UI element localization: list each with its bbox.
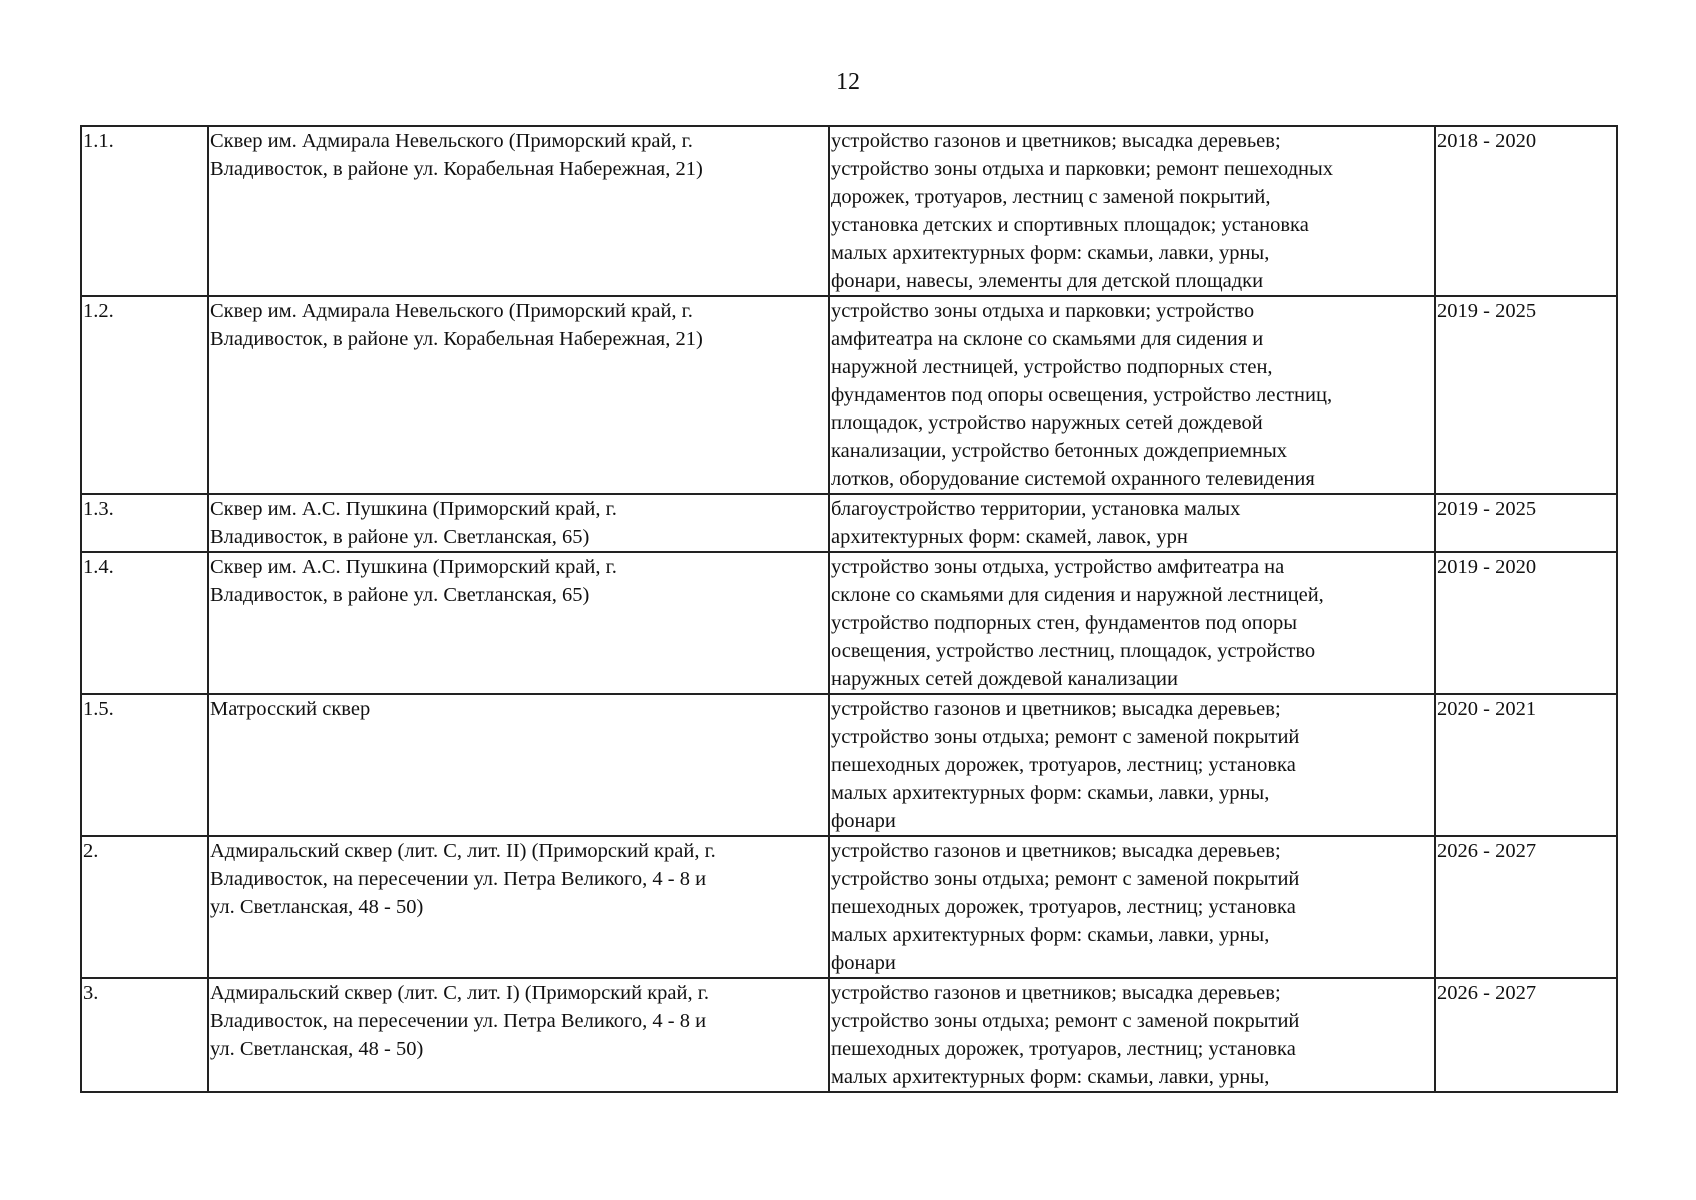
works-line: устройство газонов и цветников; высадка деревьев; <box>831 840 1281 862</box>
object-line: ул. Светланская, 48 - 50) <box>210 896 424 918</box>
works-line: устройство зоны отдыха, устройство амфитеатра на <box>831 556 1285 578</box>
row-number: 2. <box>81 836 208 978</box>
row-number: 1.3. <box>81 494 208 552</box>
works-cell <box>829 694 1435 836</box>
works-line: малых архитектурных форм: скамьи, лавки, урны, <box>831 242 1270 264</box>
page-number: 12 <box>836 69 860 95</box>
object-name-cell <box>208 126 829 296</box>
works-line: устройство зоны отдыха; ремонт с заменой покрытий <box>831 868 1300 890</box>
object-line: Владивосток, в районе ул. Корабельная Набережная, 21) <box>210 158 703 180</box>
works-line: склоне со скамьями для сидения и наружной лестницей, <box>831 584 1324 606</box>
period-cell: 2019 - 2020 <box>1435 552 1617 694</box>
works-line: устройство зоны отдыха и парковки; устройство <box>831 300 1255 322</box>
works-line: пешеходных дорожек, тротуаров, лестниц; установка <box>831 1038 1296 1060</box>
works-line: пешеходных дорожек, тротуаров, лестниц; установка <box>831 896 1296 918</box>
works-line: малых архитектурных форм: скамьи, лавки, урны, <box>831 782 1270 804</box>
works-line: устройство зоны отдыха; ремонт с заменой покрытий <box>831 1010 1300 1032</box>
object-line: Сквер им. А.С. Пушкина (Приморский край, г. <box>210 498 617 520</box>
works-line: устройство газонов и цветников; высадка деревьев; <box>831 698 1281 720</box>
row-number: 1.1. <box>81 126 208 296</box>
works-line: устройство подпорных стен, фундаментов под опоры <box>831 612 1298 634</box>
object-line: Матросский сквер <box>210 698 371 720</box>
works-line: фундаментов под опоры освещения, устройство лестниц, <box>831 384 1333 406</box>
works-line: фонари <box>831 810 896 832</box>
objects-table <box>80 125 1618 1093</box>
works-line: фонари, навесы, элементы для детской площадки <box>831 270 1264 292</box>
works-line: устройство газонов и цветников; высадка деревьев; <box>831 130 1281 152</box>
object-line: Сквер им. А.С. Пушкина (Приморский край, г. <box>210 556 617 578</box>
object-line: Сквер им. Адмирала Невельского (Приморский край, г. <box>210 130 693 152</box>
works-line: канализации, устройство бетонных дождеприемных <box>831 440 1287 462</box>
row-number: 1.4. <box>81 552 208 694</box>
works-line: благоустройство территории, установка малых <box>831 498 1241 520</box>
table-row <box>81 296 1617 494</box>
object-line: Владивосток, в районе ул. Светланская, 65) <box>210 584 590 606</box>
object-name-cell <box>208 694 829 836</box>
object-name-cell <box>208 296 829 494</box>
works-line: пешеходных дорожек, тротуаров, лестниц; установка <box>831 754 1296 776</box>
table-row <box>81 694 1617 836</box>
period-cell: 2026 - 2027 <box>1435 978 1617 1092</box>
table-body <box>81 126 1617 1092</box>
period-cell: 2019 - 2025 <box>1435 494 1617 552</box>
works-line: наружных сетей дождевой канализации <box>831 668 1178 690</box>
works-line: устройство зоны отдыха и парковки; ремонт пешеходных <box>831 158 1334 180</box>
object-line: Владивосток, на пересечении ул. Петра Великого, 4 - 8 и <box>210 1010 707 1032</box>
works-line: устройство зоны отдыха; ремонт с заменой покрытий <box>831 726 1300 748</box>
works-line: наружной лестницей, устройство подпорных стен, <box>831 356 1273 378</box>
works-cell <box>829 296 1435 494</box>
works-line: фонари <box>831 952 896 974</box>
table-row <box>81 978 1617 1092</box>
works-line: устройство газонов и цветников; высадка деревьев; <box>831 982 1281 1004</box>
works-cell <box>829 494 1435 552</box>
table-row <box>81 126 1617 296</box>
period-cell: 2018 - 2020 <box>1435 126 1617 296</box>
works-line: амфитеатра на склоне со скамьями для сидения и <box>831 328 1264 350</box>
row-number: 3. <box>81 978 208 1092</box>
works-line: малых архитектурных форм: скамьи, лавки, урны, <box>831 1066 1270 1088</box>
object-line: Адмиральский сквер (лит. С, лит. I) (Приморский край, г. <box>210 982 709 1004</box>
works-cell <box>829 836 1435 978</box>
works-line: малых архитектурных форм: скамьи, лавки, урны, <box>831 924 1270 946</box>
table-row <box>81 494 1617 552</box>
works-line: архитектурных форм: скамей, лавок, урн <box>831 526 1188 548</box>
object-name-cell <box>208 494 829 552</box>
works-cell <box>829 552 1435 694</box>
period-cell: 2019 - 2025 <box>1435 296 1617 494</box>
object-name-cell <box>208 978 829 1092</box>
table-row <box>81 552 1617 694</box>
table-row <box>81 836 1617 978</box>
works-line: площадок, устройство наружных сетей дождевой <box>831 412 1263 434</box>
row-number: 1.2. <box>81 296 208 494</box>
object-name-cell <box>208 836 829 978</box>
works-cell <box>829 126 1435 296</box>
works-line: освещения, устройство лестниц, площадок, устройство <box>831 640 1316 662</box>
object-line: Владивосток, в районе ул. Светланская, 65) <box>210 526 590 548</box>
row-number: 1.5. <box>81 694 208 836</box>
object-name-cell <box>208 552 829 694</box>
works-line: установка детских и спортивных площадок; установка <box>831 214 1309 236</box>
works-cell <box>829 978 1435 1092</box>
works-line: лотков, оборудование системой охранного телевидения <box>831 468 1315 490</box>
works-line: дорожек, тротуаров, лестниц с заменой покрытий, <box>831 186 1271 208</box>
object-line: Сквер им. Адмирала Невельского (Приморский край, г. <box>210 300 693 322</box>
object-line: Владивосток, на пересечении ул. Петра Великого, 4 - 8 и <box>210 868 707 890</box>
object-line: ул. Светланская, 48 - 50) <box>210 1038 424 1060</box>
object-line: Владивосток, в районе ул. Корабельная Набережная, 21) <box>210 328 703 350</box>
period-cell: 2026 - 2027 <box>1435 836 1617 978</box>
period-cell: 2020 - 2021 <box>1435 694 1617 836</box>
object-line: Адмиральский сквер (лит. С, лит. II) (Приморский край, г. <box>210 840 716 862</box>
